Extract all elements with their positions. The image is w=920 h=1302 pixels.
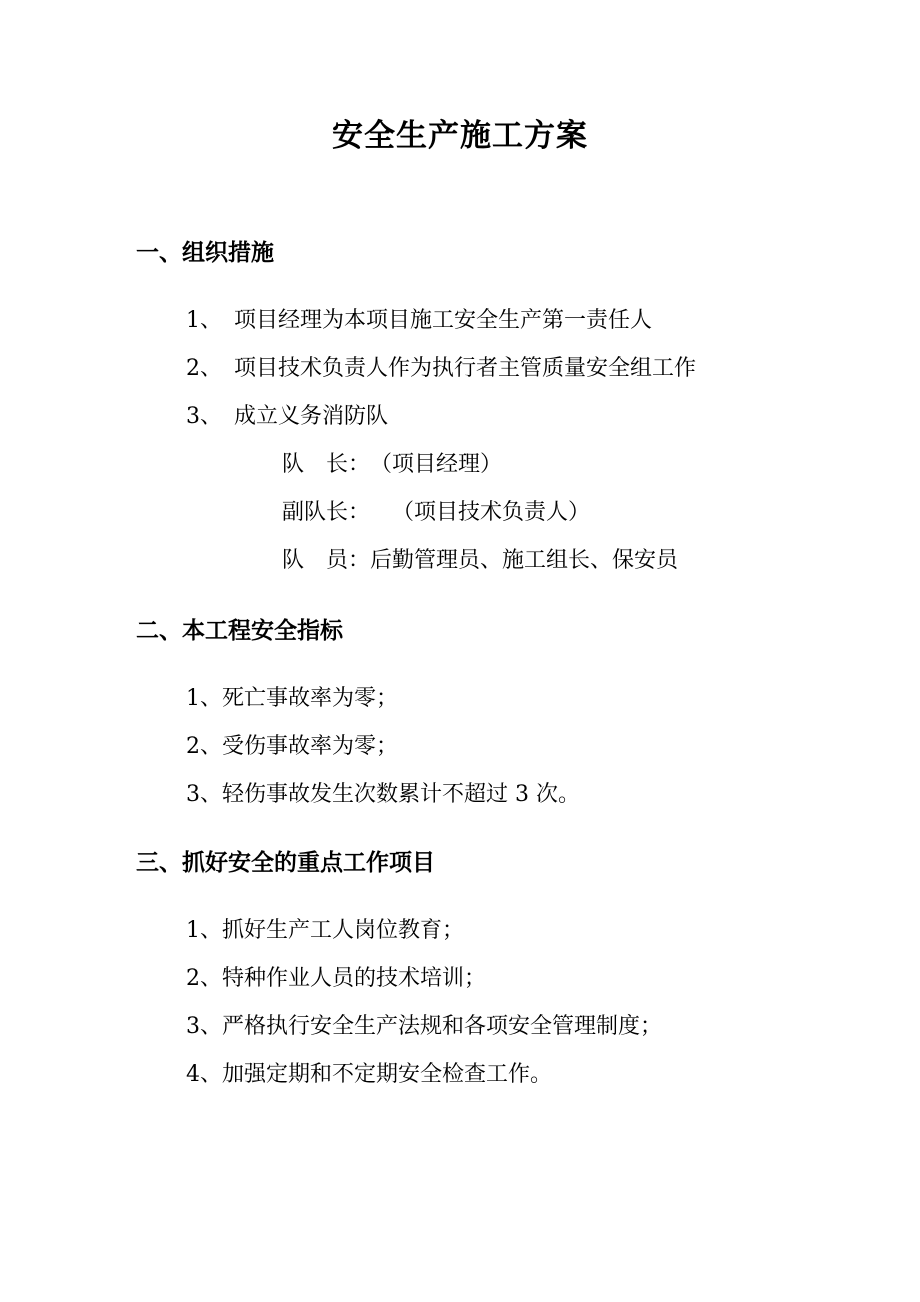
list-item: 1、抓好生产工人岗位教育； <box>186 918 464 943</box>
section-heading-key-work: 三、抓好安全的重点工作项目 <box>136 850 435 876</box>
list-item: 3、严格执行安全生产法规和各项安全管理制度； <box>186 1014 662 1039</box>
document-title: 安全生产施工方案 <box>332 118 588 154</box>
list-item: 2、特种作业人员的技术培训； <box>186 966 486 991</box>
team-role-label: 副队长： <box>282 500 371 525</box>
list-item <box>186 352 696 386</box>
team-role-value: （项目经理） <box>370 452 503 477</box>
item-number: 2、 <box>186 356 222 381</box>
item-text: 成立义务消防队 <box>234 404 389 429</box>
section-heading-organization: 一、组织措施 <box>136 240 274 266</box>
list-item: 1、死亡事故率为零； <box>186 686 398 711</box>
team-member-row <box>282 544 678 578</box>
team-role-value: 后勤管理员、施工组长、保安员 <box>370 548 679 573</box>
list-item: 3、轻伤事故发生次数累计不超过 3 次。 <box>186 782 580 807</box>
section-heading-safety-targets: 二、本工程安全指标 <box>136 618 343 644</box>
team-member-row <box>282 496 590 530</box>
item-text: 项目技术负责人作为执行者主管质量安全组工作 <box>234 356 697 381</box>
item-text: 项目经理为本项目施工安全生产第一责任人 <box>234 308 653 333</box>
item-number: 1、 <box>186 308 222 333</box>
team-role-label: 队 长： <box>282 452 371 477</box>
list-item <box>186 304 652 338</box>
team-member-row <box>282 448 502 482</box>
list-item: 2、受伤事故率为零； <box>186 734 398 759</box>
team-role-value: （项目技术负责人） <box>392 500 591 525</box>
item-number: 3、 <box>186 404 222 429</box>
list-item: 4、加强定期和不定期安全检查工作。 <box>186 1062 552 1087</box>
list-item <box>186 400 388 434</box>
team-role-label: 队 员： <box>282 548 371 573</box>
